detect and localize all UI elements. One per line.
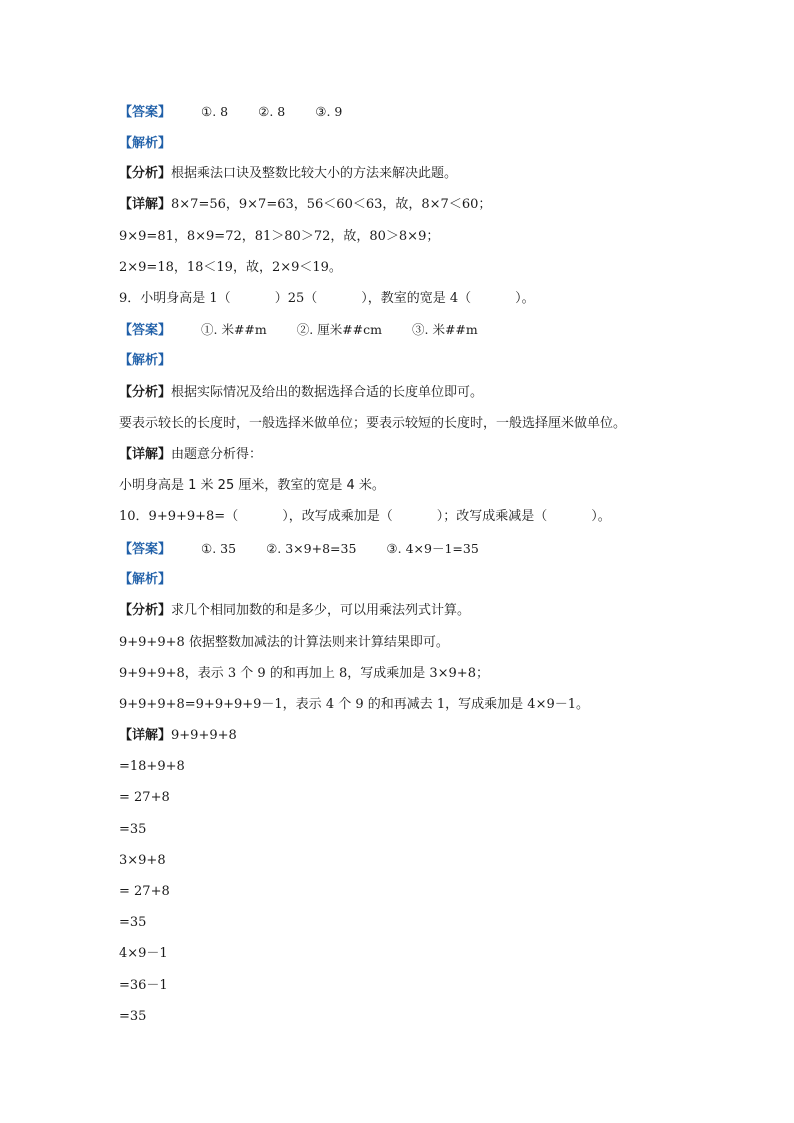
xiangjie-tag: 【详解】 — [119, 447, 172, 462]
q10-step-6: =35 — [119, 915, 147, 930]
q10-stem-part-4: ）。 — [591, 509, 611, 524]
q10-stem-part-1: 10．9+9+9+8=（ — [119, 509, 239, 524]
fenxi-tag: 【分析】 — [119, 603, 172, 618]
q9-answer-line — [119, 321, 478, 340]
q8-answer-line — [119, 103, 342, 122]
q9-jiexi — [119, 352, 171, 370]
q10-fenxi-text: 求几个相同加数的和是多少，可以用乘法列式计算。 — [171, 603, 471, 618]
fenxi-tag: 【分析】 — [119, 166, 172, 181]
q10-step-4: 3×9+8 — [119, 853, 166, 868]
q8-answer-1: ①. 8 — [201, 104, 229, 119]
q8-answer-3: ③. 9 — [315, 104, 343, 119]
q10-answer-line — [119, 540, 479, 559]
fenxi-tag: 【分析】 — [119, 385, 172, 400]
q10-jiexi — [119, 571, 171, 589]
q9-stem — [119, 290, 535, 308]
q8-detail-line-2: 9×9=81，8×9=72，81＞80＞72，故，80＞8×9； — [119, 229, 440, 244]
answer-tag: 【答案】 — [119, 542, 172, 557]
q9-answer-3: ③. 米##m — [412, 322, 478, 337]
q8-answer-2: ②. 8 — [258, 104, 286, 119]
q10-answer-3: ③. 4×9－1=35 — [386, 541, 479, 556]
q10-fenxi-line-3: 9+9+9+8，表示 3 个 9 的和再加上 8，写成乘加是 3×9+8； — [119, 666, 489, 681]
xiangjie-tag: 【详解】 — [119, 728, 172, 743]
q10-xiangjie-line — [119, 727, 237, 745]
xiangjie-tag: 【详解】 — [119, 197, 172, 212]
q10-step-7: 4×9－1 — [119, 946, 168, 961]
q9-fenxi-line — [119, 384, 483, 402]
q10-xiangjie-text: 9+9+9+8 — [171, 728, 237, 743]
q9-fenxi-text: 根据实际情况及给出的数据选择合适的长度单位即可。 — [171, 385, 484, 400]
q9-stem-part-1: 9．小明身高是 1（ — [119, 291, 231, 306]
q10-answer-2: ②. 3×9+8=35 — [266, 541, 357, 556]
q10-step-9: =35 — [119, 1009, 147, 1024]
answer-tag: 【答案】 — [119, 105, 172, 120]
q8-detail-line-1 — [119, 196, 491, 214]
q9-stem-part-4: ）。 — [515, 291, 535, 306]
q8-jiexi — [119, 135, 171, 153]
q10-fenxi-line-4: 9+9+9+8=9+9+9+9－1，表示 4 个 9 的和再减去 1，写成乘加是 4×9－1。 — [119, 697, 589, 712]
q8-fenxi-line — [119, 165, 457, 183]
q9-stem-part-2: ）25（ — [274, 291, 318, 306]
jiexi-tag: 【解析】 — [119, 136, 172, 151]
q10-step-2: = 27+8 — [119, 790, 170, 805]
q10-stem-part-3: ）；改写成乘减是（ — [436, 509, 548, 524]
q10-stem-part-2: ），改写成乘加是（ — [282, 509, 393, 524]
q10-fenxi-line-2: 9+9+9+8 依据整数加减法的计算法则来计算结果即可。 — [119, 635, 449, 650]
jiexi-tag: 【解析】 — [119, 353, 172, 368]
q10-step-5: = 27+8 — [119, 884, 170, 899]
q9-answer-1: ①. 米##m — [201, 322, 267, 337]
q10-answer-1: ①. 35 — [201, 541, 237, 556]
q10-step-1: =18+9+8 — [119, 759, 185, 774]
q8-detail-1: 8×7=56，9×7=63，56＜60＜63，故，8×7＜60； — [171, 197, 492, 212]
q9-fenxi-text-2: 要表示较长的长度时，一般选择米做单位；要表示较短的长度时，一般选择厘米做单位。 — [119, 416, 627, 431]
q9-answer-2: ②. 厘米##cm — [296, 322, 383, 337]
q9-conclusion: 小明身高是 1 米 25 厘米，教室的宽是 4 米。 — [119, 478, 385, 493]
q10-fenxi-line — [119, 602, 470, 620]
q10-step-3: =35 — [119, 822, 147, 837]
answer-tag: 【答案】 — [119, 323, 172, 338]
q8-fenxi-text: 根据乘法口诀及整数比较大小的方法来解决此题。 — [171, 166, 458, 181]
q10-step-8: =36－1 — [119, 978, 168, 993]
q9-stem-part-3: ），教室的宽是 4（ — [361, 291, 472, 306]
q8-detail-line-3: 2×9=18，18＜19，故，2×9＜19。 — [119, 260, 342, 275]
q9-xiangjie-line — [119, 446, 262, 464]
q9-xiangjie-text: 由题意分析得： — [171, 447, 263, 462]
q10-stem — [119, 508, 611, 526]
jiexi-tag: 【解析】 — [119, 572, 172, 587]
